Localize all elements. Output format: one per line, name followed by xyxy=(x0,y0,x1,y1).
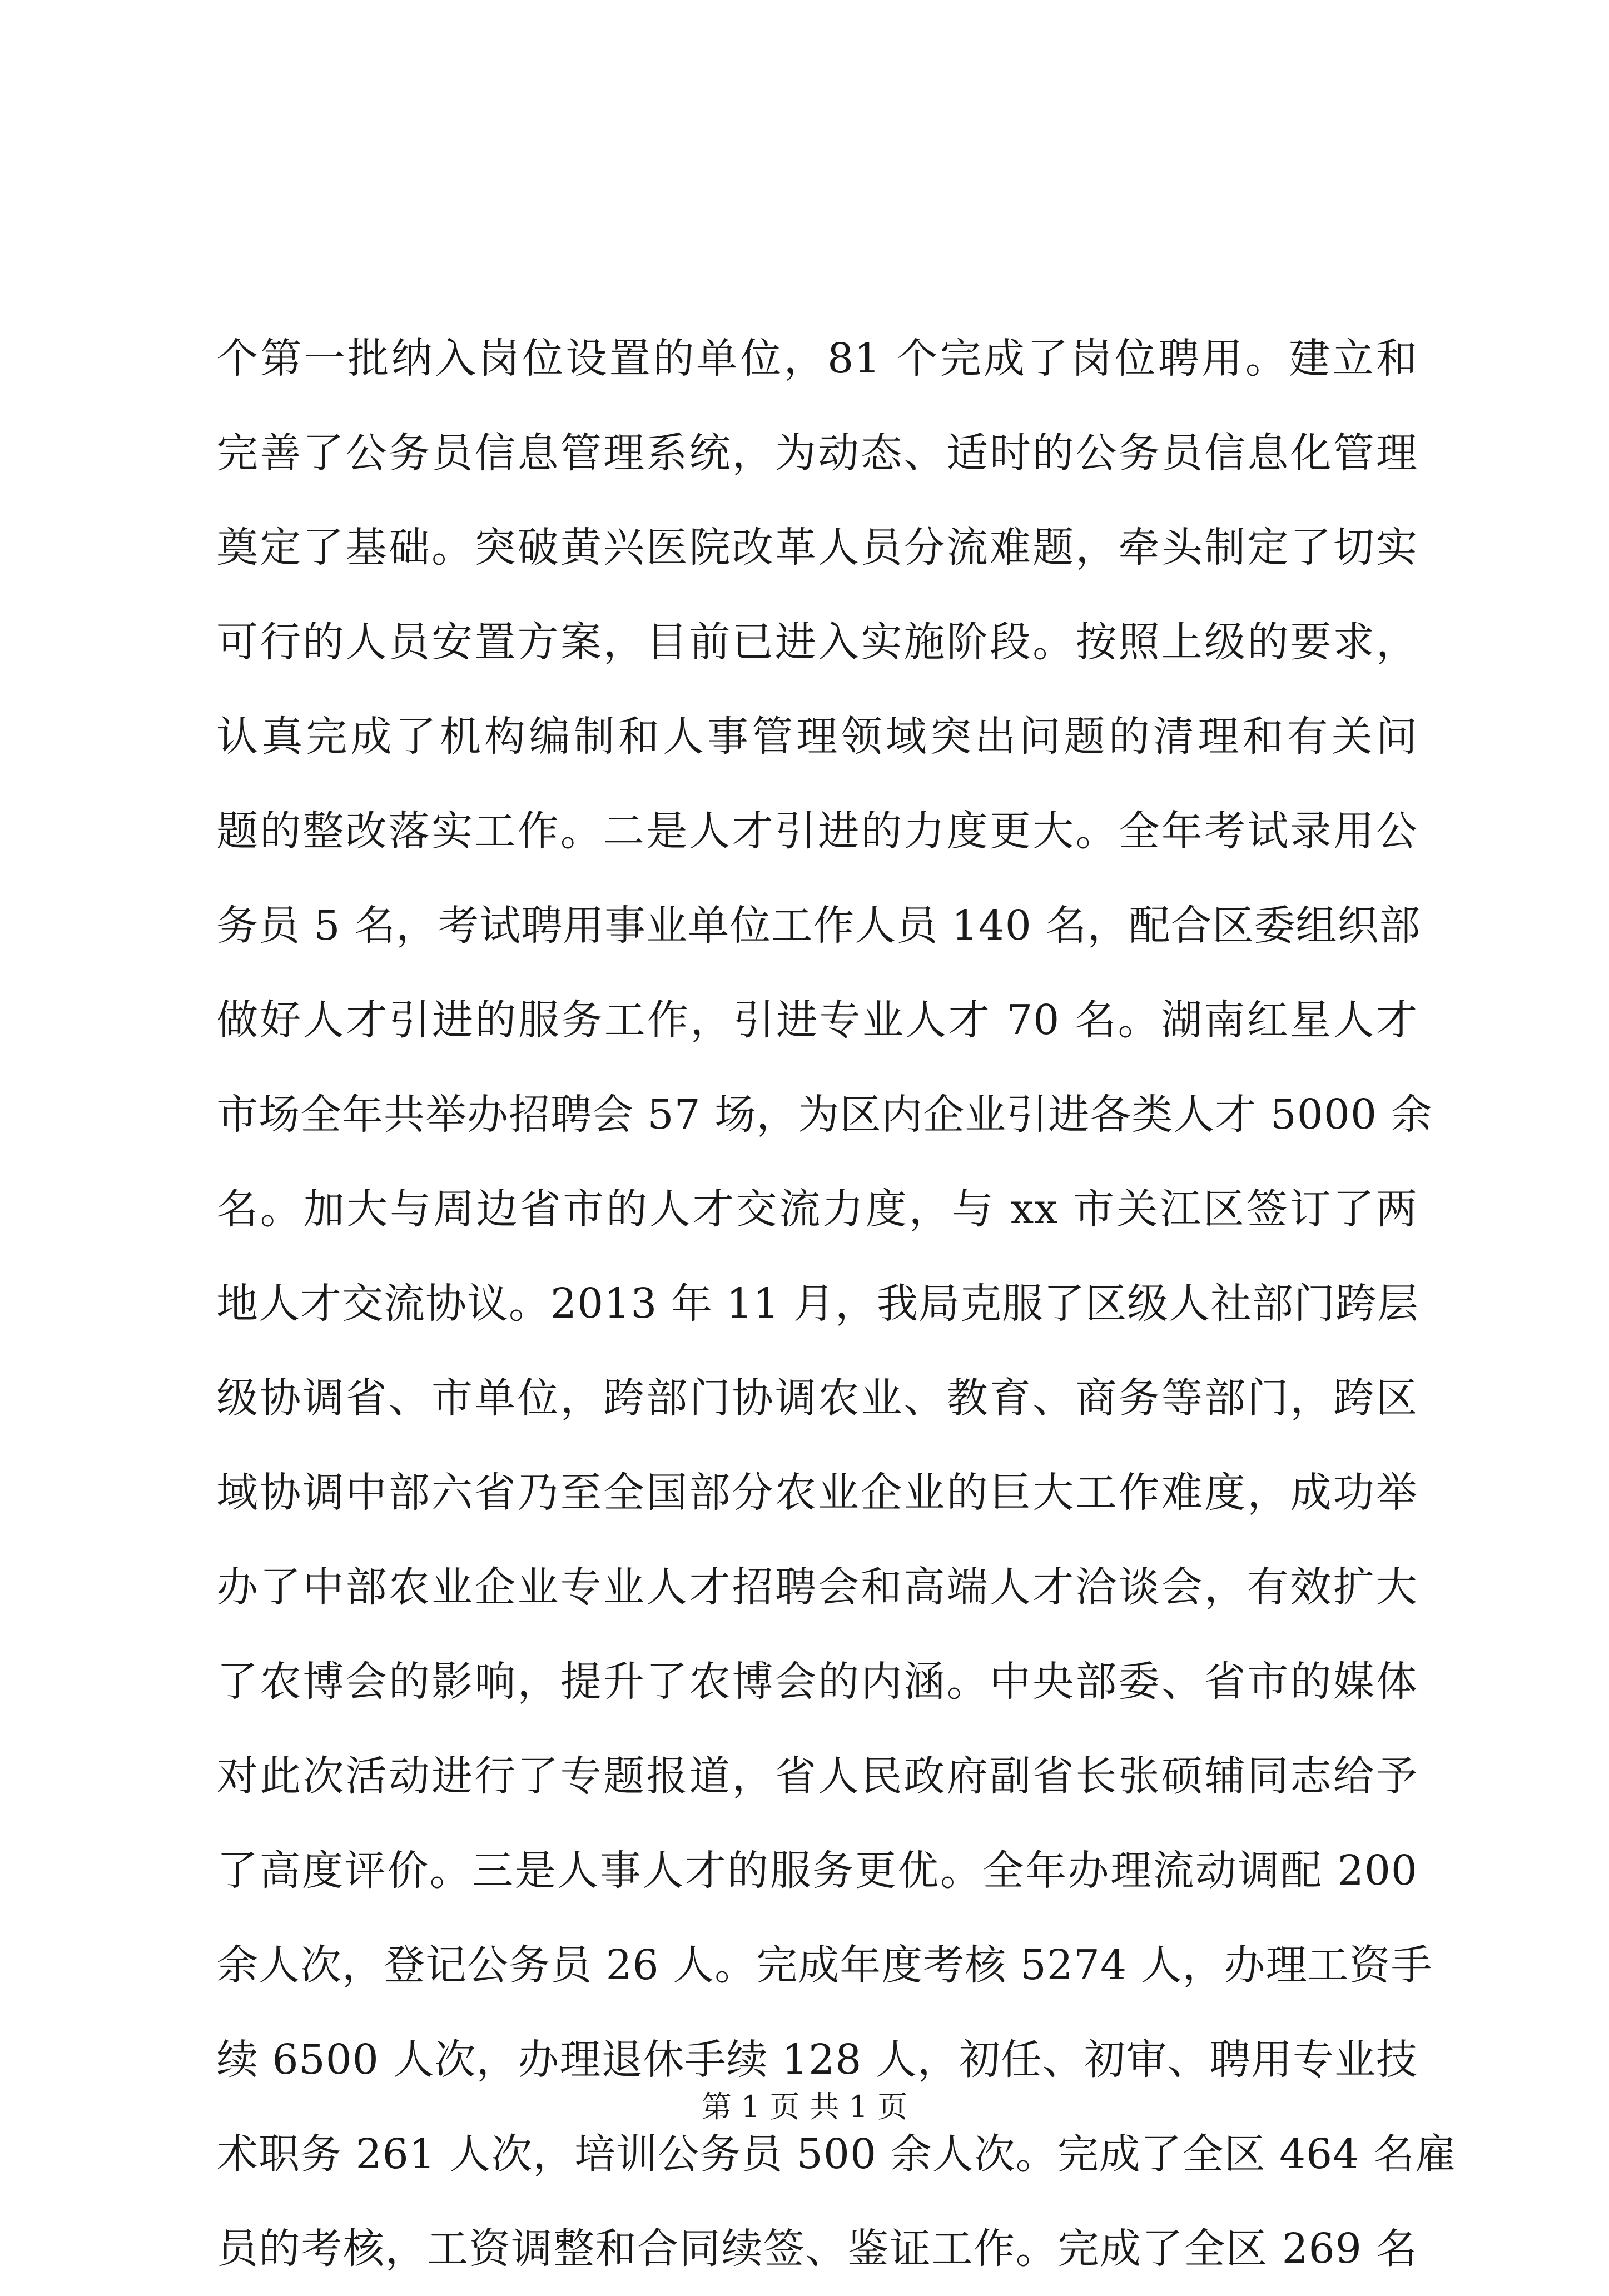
text-line: 做好人才引进的服务工作，引进专业人才 70 名。湖南红星人才 xyxy=(217,996,1418,1044)
body-text xyxy=(217,311,1457,2296)
text-line: 术职务 261 人次，培训公务员 500 余人次。完成了全区 464 名雇 xyxy=(217,2130,1457,2178)
text-line: 名。加大与周边省市的人才交流力度，与 xx 市关江区签订了两 xyxy=(217,1185,1418,1233)
page-footer: 第 1 页 共 1 页 xyxy=(701,2089,908,2124)
text-line: 续 6500 人次，办理退休手续 128 人，初任、初审、聘用专业技 xyxy=(217,2036,1418,2084)
text-line: 了农博会的影响，提升了农博会的内涵。中央部委、省市的媒体 xyxy=(217,1658,1418,1706)
text-line: 对此次活动进行了专题报道，省人民政府副省长张硕辅同志给予 xyxy=(217,1752,1418,1800)
text-line: 市场全年共举办招聘会 57 场，为区内企业引进各类人才 5000 余 xyxy=(217,1091,1433,1139)
text-line: 级协调省、市单位，跨部门协调农业、教育、商务等部门，跨区 xyxy=(217,1374,1418,1422)
text-line: 域协调中部六省乃至全国部分农业企业的巨大工作难度，成功举 xyxy=(217,1469,1418,1517)
text-line: 地人才交流协议。2013 年 11 月，我局克服了区级人社部门跨层 xyxy=(217,1280,1419,1328)
text-line: 余人次，登记公务员 26 人。完成年度考核 5274 人，办理工资手 xyxy=(217,1941,1433,1989)
text-line: 了高度评价。三是人事人才的服务更优。全年办理流动调配 200 xyxy=(217,1847,1418,1895)
text-line: 奠定了基础。突破黄兴医院改革人员分流难题，牵头制定了切实 xyxy=(217,524,1418,571)
text-line: 认真完成了机构编制和人事管理领域突出问题的清理和有关问 xyxy=(217,713,1418,761)
text-line: 办了中部农业企业专业人才招聘会和高端人才洽谈会，有效扩大 xyxy=(217,1563,1418,1611)
text-line: 员的考核，工资调整和合同续签、鉴证工作。完成了全区 269 名 xyxy=(217,2225,1418,2273)
text-line: 务员 5 名，考试聘用事业单位工作人员 140 名，配合区委组织部 xyxy=(217,902,1421,950)
text-line: 完善了公务员信息管理系统，为动态、适时的公务员信息化管理 xyxy=(217,429,1418,477)
text-line: 可行的人员安置方案，目前已进入实施阶段。按照上级的要求， xyxy=(217,618,1418,666)
text-line: 题的整改落实工作。二是人才引进的力度更大。全年考试录用公 xyxy=(217,807,1418,855)
text-line: 个第一批纳入岗位设置的单位，81 个完成了岗位聘用。建立和 xyxy=(217,335,1418,382)
